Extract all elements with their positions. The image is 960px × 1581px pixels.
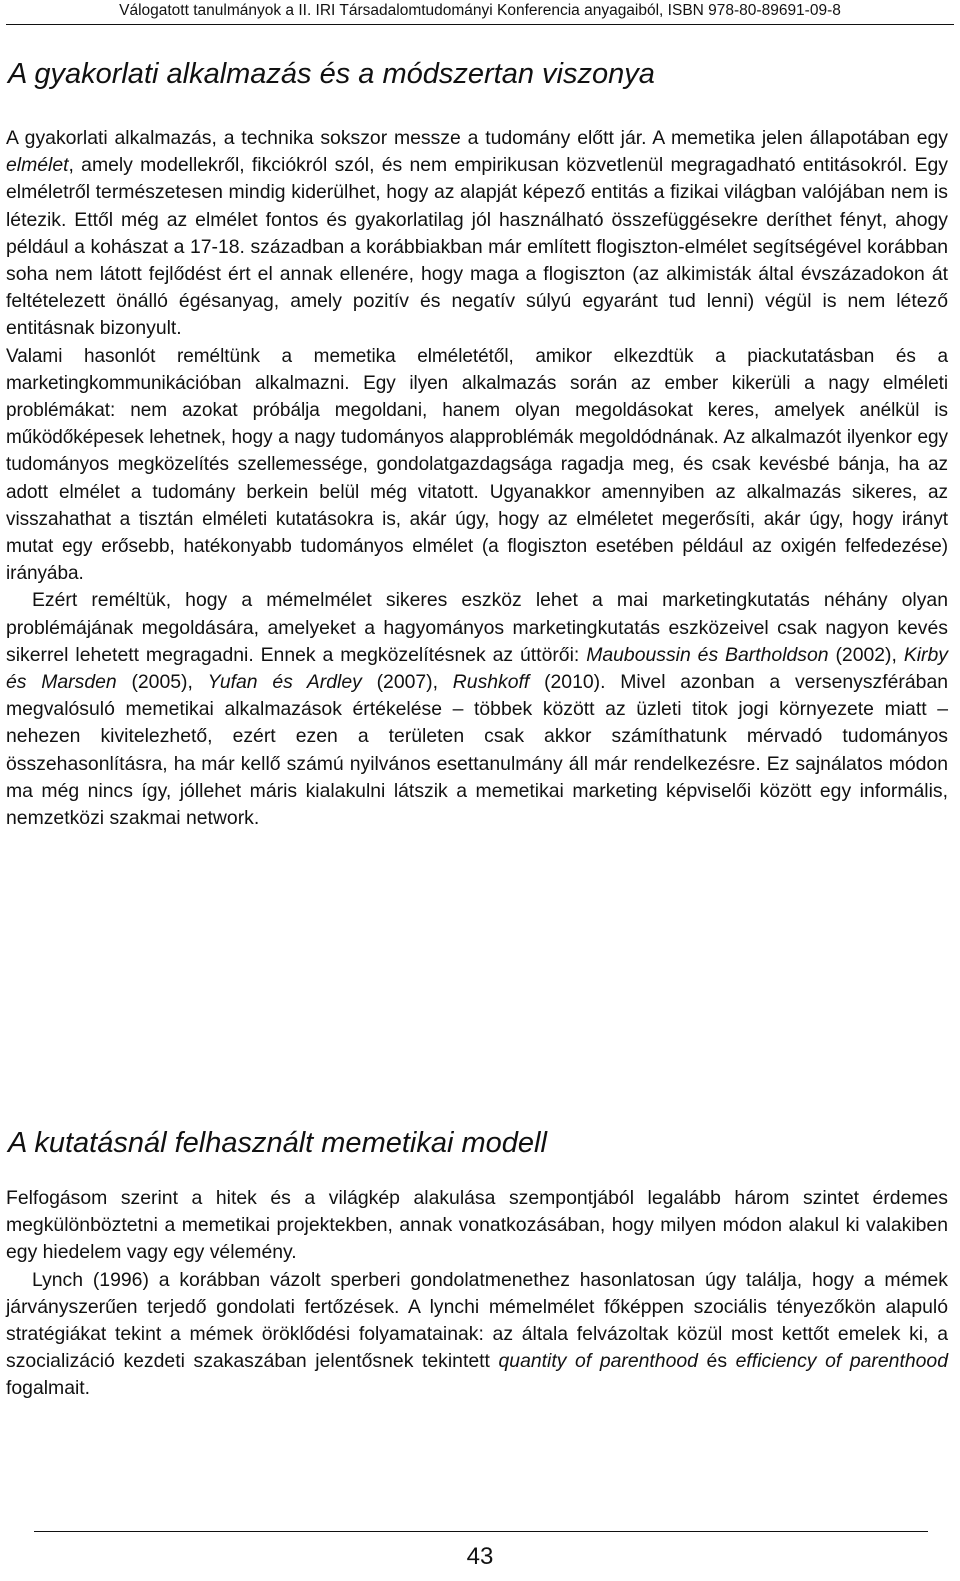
citation-authors: Rushkoff: [452, 671, 530, 694]
paragraph: [6, 587, 948, 832]
text-run: fogalmait.: [6, 1377, 91, 1400]
text-run: Lynch (1996) a korábban vázolt sperberi gondolatmenethez hasonlatosan úgy találja, hogy a mémek járványszerűen terjedő gondolati fertőzések. A lynchi mémelmélet főképpen szociális tényezőkön alapuló stratégiákat tekint a mémek öröklődési folyamatainak: az általa felvázoltak közül most kettőt emelek ki, a szocializáció kezdeti szakaszában jelentősnek tekintett: [6, 1268, 948, 1373]
citation-authors: Yufan és Ardley: [207, 671, 362, 694]
paragraph: [6, 1267, 948, 1403]
footer-divider: [34, 1531, 928, 1532]
text-run: A gyakorlati alkalmazás, a technika sokszor messze a tudomány előtt jár. A memetika jelen állapotában egy: [6, 127, 948, 149]
term: quantity of parenthood: [498, 1350, 698, 1373]
paragraph: [6, 125, 948, 343]
paragraph: Valami hasonlót reméltünk a memetika elméletétől, amikor elkezdtük a piackutatásban és a marketingkommunikációban alkalmazni. Egy ilyen alkalmazás során az ember kikerüli a nagy elméleti problémákat: nem azokat próbálja megoldani, hanem olyan megoldásokat keres, amelyek anélkül is működőképesek lehetnek, hogy a nagy tudományos alapproblémák megoldódnának. Az alkalmazót ilyenkor egy tudományos megközelítés szellemessége, gondolatgazdagsága ragadja meg, és csak kevésbé bánja, ha az adott elmélet a tudomány berkein belül még vitatott. Ugyanakkor amennyiben az alkalmazás sikeres, az visszahathat a tisztán elméleti kutatásokra is, akár úgy, hogy az elméletet megerősíti, akár úgy, hogy irányt mutat egy erősebb, hatékonyabb tudományos elmélet (a flogiszton esetében például az oxigén felfedezése) irányába.: [6, 345, 948, 585]
running-header: Válogatott tanulmányok a II. IRI Társadalomtudományi Konferencia anyagaiból, ISBN 978-80-89691-09-8: [119, 2, 841, 19]
section-body-methodology: [6, 125, 948, 832]
text-run: (2005),: [116, 671, 208, 694]
section-heading-memetic-model: A kutatásnál felhasznált memetikai modell: [8, 1127, 547, 1159]
paragraph: Felfogásom szerint a hitek és a világkép alakulása szempontjából legalább három szintet érdemes megkülönböztetni a memetikai projektekben, annak vonatkozásában, hogy milyen módon alakul ki valakiben egy hiedelem vagy egy vélemény.: [6, 1187, 948, 1264]
section-heading-methodology: A gyakorlati alkalmazás és a módszertan viszonya: [8, 58, 655, 90]
text-run: és: [697, 1350, 736, 1373]
citation-authors: Kirby és Marsden: [6, 643, 948, 694]
emphasis: elmélet: [6, 154, 69, 177]
section-body-memetic-model: [6, 1185, 948, 1403]
page-number: 43: [466, 1543, 494, 1570]
header-divider: [6, 24, 954, 25]
text-run: (2010). Mivel azonban a versenyszférában megvalósuló memetikai alkalmazások értékelése – többek között az üzleti titok jogi környezete miatt – nehezen kivitelezhető, ezért ezen a területen csak akkor számíthatunk mérvadó tudományos összehasonlításra, ha már kellő számú nyilvános esettanulmány áll már rendelkezésre. Ez sajnálatos módon ma még nincs így, jóllehet máris kialakulni látszik a memetikai marketing képviselői között egy informális, nemzetközi szakmai network.: [6, 671, 949, 830]
citation-authors: Mauboussin és Bartholdson: [586, 643, 829, 666]
text-run: (2007),: [361, 671, 453, 694]
text-run: Ezért reméltük, hogy a mémelmélet sikeres eszköz lehet a mai marketingkutatás néhány olyan problémájának megoldására, amelyeket a hagyományos marketingkutatás eszközeivel csak nagyon kevés sikerrel lehetett megragadni. Ennek a megközelítésnek az úttörői:: [6, 589, 948, 666]
text-run: , amely modellekről, fikciókról szól, és nem empirikusan közvetlenül megragadható entitásokról. Egy elméletről természetesen mindig kiderülhet, hogy az alapját képező entitás a fizikai világban valójában nem is létezik. Ettől még az elmélet fontos és gyakorlatilag jól használható összefüggésekre deríthet fényt, ahogy például a kohászat a 17-18. században a korábbiakban már említett flogiszton-elmélet segítségével korábban soha nem látott fejlődést ért el annak ellenére, hogy maga a flogiszton (az alkimisták által évszázadokon át feltételezett önálló égésanyag, amely pozitív és negatív súlyú egyaránt tud lenni) végül is nem létező entitásnak bizonyult.: [6, 154, 948, 340]
text-run: (2002),: [828, 643, 904, 666]
term: efficiency of parenthood: [735, 1350, 948, 1373]
